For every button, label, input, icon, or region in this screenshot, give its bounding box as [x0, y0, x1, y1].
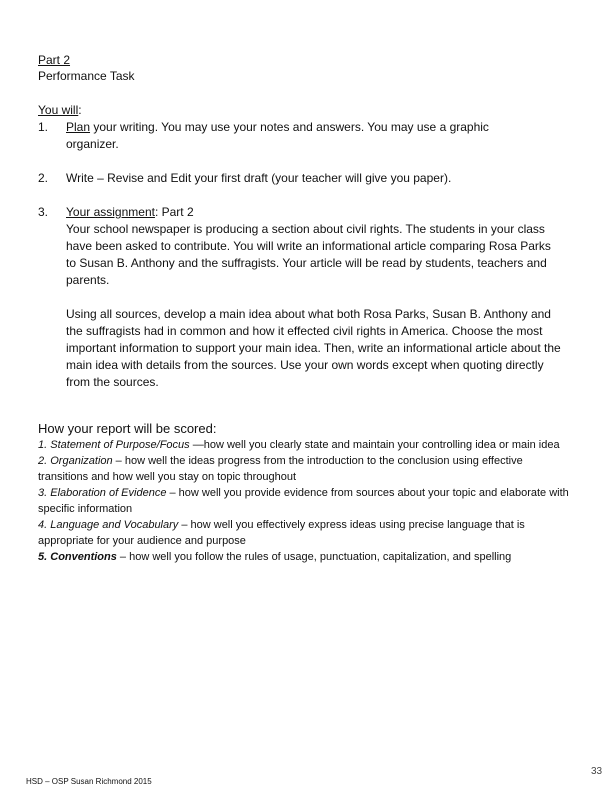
criterion-4	[38, 517, 572, 549]
criterion-3-desc: – how well you provide evidence from sources about your topic and elaborate with specific information	[38, 487, 569, 515]
page-number: 33	[591, 766, 603, 777]
item-3-number: 3.	[38, 205, 49, 219]
item-3-heading	[66, 204, 194, 221]
you-will-heading	[38, 102, 82, 119]
criterion-5-desc: – how well you follow the rules of usage, punctuation, capitalization, and spelling	[116, 551, 512, 563]
criterion-3-name: Elaboration of Evidence	[50, 487, 167, 499]
criterion-1-name: Statement of Purpose/Focus	[50, 439, 190, 451]
you-will-label: You will	[38, 103, 79, 117]
criterion-2-number: 2.	[38, 455, 48, 467]
scoring-heading: How your report will be scored:	[38, 421, 217, 436]
item-3-paragraph-2	[66, 306, 564, 391]
criterion-4-desc: – how well you effectively express ideas using precise language that is appropriate for your audience and purpose	[38, 519, 525, 547]
you-will-colon: :	[78, 103, 82, 117]
criterion-5	[38, 549, 572, 565]
criterion-4-name: Language and Vocabulary	[50, 519, 179, 531]
item-2-number: 2.	[38, 171, 49, 185]
criterion-1-desc: —how well you clearly state and maintain your controlling idea or main idea	[189, 439, 560, 451]
footer-credit: HSD – OSP Susan Richmond 2015	[26, 777, 152, 786]
criterion-5-name: Conventions	[50, 551, 117, 563]
criterion-4-number: 4.	[38, 519, 48, 531]
item-3-lead: Your assignment	[66, 205, 155, 219]
criterion-1	[38, 437, 572, 453]
item-2-text: Write – Revise and Edit your first draft (your teacher will give you paper).	[66, 171, 452, 185]
item-1-text	[66, 119, 536, 153]
instructions-text: Using all sources, develop a main idea about what both Rosa Parks, Susan B. Anthony and the suffragists had in common and how it effected civil rights in America. Choose the most important information to support your main idea. Then, write an informational article about the main idea with details from the sources. Use your own words except when quoting directly from the sources.	[66, 307, 561, 389]
criterion-5-number: 5.	[38, 551, 48, 563]
criterion-3-number: 3.	[38, 487, 48, 499]
item-3-paragraph-1	[66, 221, 564, 289]
part-label: Part 2	[38, 53, 71, 67]
scoring-criteria	[38, 437, 572, 565]
criterion-2-desc: – how well the ideas progress from the introduction to the conclusion using effective transitions and how well you stay on topic throughout	[38, 455, 523, 483]
item-1-number: 1.	[38, 120, 49, 134]
assignment-text: Your school newspaper is producing a section about civil rights. The students in your class have been asked to contribute. You will write an informational article comparing Rosa Parks to Susan B. Anthony and the suffragists. Your article will be read by students, teachers and parents.	[66, 222, 551, 287]
item-1-lead: Plan	[66, 120, 91, 134]
criterion-3	[38, 485, 572, 517]
criterion-2-name: Organization	[50, 455, 113, 467]
item-3-lead-suffix: : Part 2	[154, 205, 194, 219]
criterion-1-number: 1.	[38, 439, 48, 451]
task-title: Performance Task	[38, 69, 135, 83]
item-1	[66, 119, 536, 153]
criterion-2	[38, 453, 572, 485]
item-1-body: your writing. You may use your notes and answers. You may use a graphic organizer.	[66, 120, 489, 151]
